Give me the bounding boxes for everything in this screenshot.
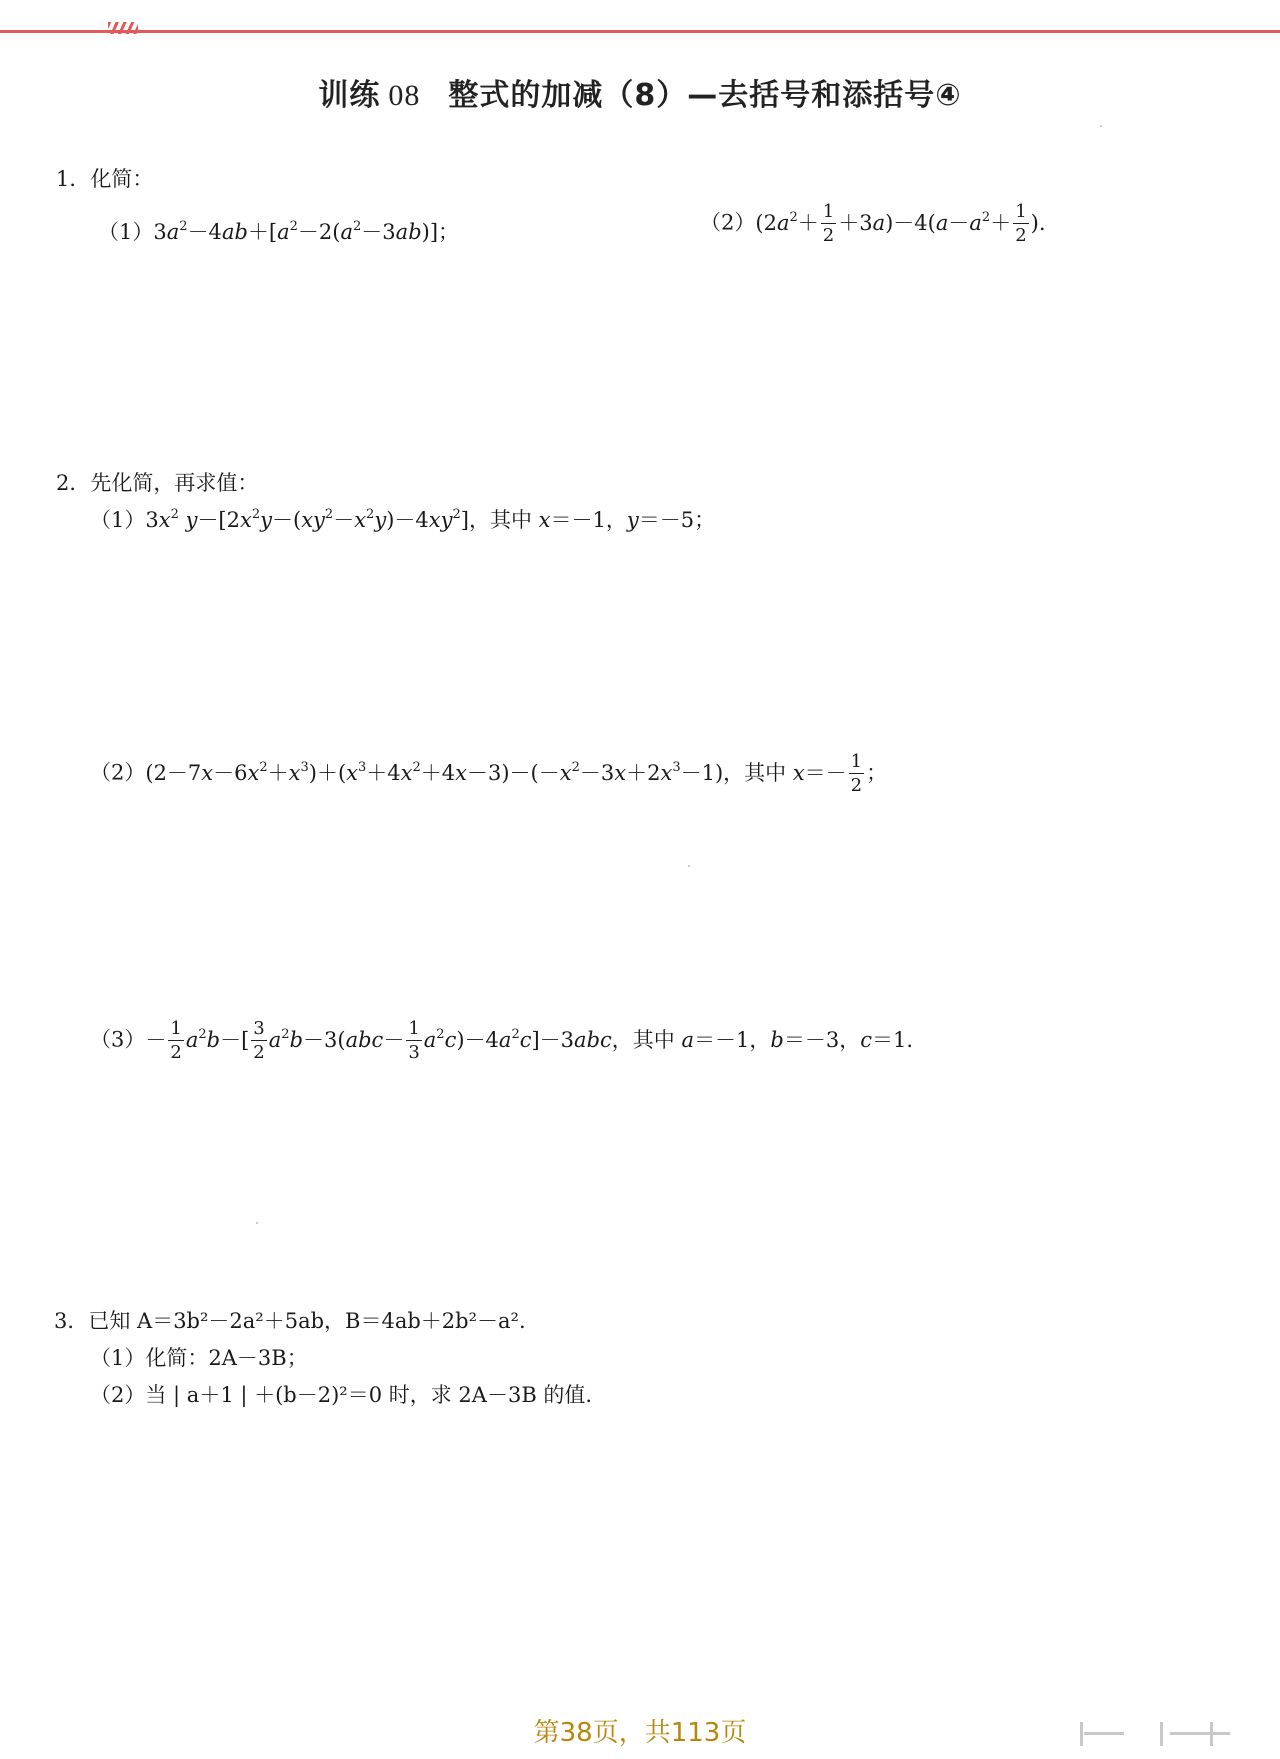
expression: $3x^2$ $y-[2x^2y-(xy^2-x^2y)-4xy^2]$，其中 x＝－1，y＝－5； xyxy=(145,507,716,532)
label: （2） xyxy=(700,210,756,235)
problem-1-1 xyxy=(98,217,459,247)
expression: ($2a^2+$ $\frac{1}{2}$ $+3a)-4(a-a^2+$ $\frac{1}{2}$ ). xyxy=(755,201,1046,246)
scan-speck xyxy=(256,1222,258,1224)
expression: 化简：2A－3B； xyxy=(145,1346,308,1370)
problem-2-2 xyxy=(90,753,887,795)
top-decoration xyxy=(0,0,1280,36)
mark-line xyxy=(1084,1732,1124,1735)
problem-1-2 xyxy=(700,203,1046,245)
page-counter: 第38页，共113页 xyxy=(533,1718,747,1748)
problem-3-statement: 3．已知 A＝3b²－2a²＋5ab，B＝4ab＋2b²－a². xyxy=(54,1309,526,1333)
label: （1） xyxy=(90,508,146,532)
expression: $(2-7x-6x^2+x^3)+(x^3+4x^2+4x-3)-(-x^2-3x+2x^3-1)$，其中 x＝－ $\frac{1}{2}$ ； xyxy=(145,751,888,796)
problem-3-2 xyxy=(90,1380,592,1410)
mark-bar xyxy=(1080,1722,1083,1746)
expression: － $\frac{1}{2}$ $a^2b-$[ $\frac{3}{2}$ $a^2b-3(abc-$ $\frac{1}{3}$ $a^2c)-4a^2c]-3abc$，其中 a＝－1，b＝－3，c＝1. xyxy=(145,1018,914,1063)
problem-1-label: 1．化简： xyxy=(56,167,154,191)
title-text: 整式的加减（8）—去括号和添括号④ xyxy=(448,78,962,113)
expression: $3a^2-4ab+[a^2-2(a^2-3ab)]$； xyxy=(153,219,460,244)
problem-2-label: 2．先化简，再求值： xyxy=(56,471,259,495)
title-number: 08 xyxy=(388,79,421,112)
scan-speck xyxy=(688,865,690,867)
scan-speck xyxy=(1100,125,1102,127)
label: （1） xyxy=(98,220,154,244)
problem-2-1 xyxy=(90,505,715,535)
problem-2-3 xyxy=(90,1020,913,1062)
problem-3-1 xyxy=(90,1343,308,1373)
label: （3） xyxy=(90,1027,146,1052)
header-rule xyxy=(0,30,1280,33)
label: （2） xyxy=(90,760,146,785)
mark-bar xyxy=(1210,1722,1213,1746)
scan-marks xyxy=(1060,1718,1250,1748)
label: （1） xyxy=(90,1346,146,1370)
page-title xyxy=(0,70,1280,114)
mark-line xyxy=(1170,1732,1230,1735)
label: （2） xyxy=(90,1383,146,1407)
problem-3-label xyxy=(54,1306,526,1336)
title-prefix: 训练 xyxy=(318,78,381,113)
expression: 当 | a＋1 | ＋(b－2)²＝0 时，求 2A－3B 的值. xyxy=(145,1383,593,1407)
mark-bar xyxy=(1160,1722,1163,1746)
